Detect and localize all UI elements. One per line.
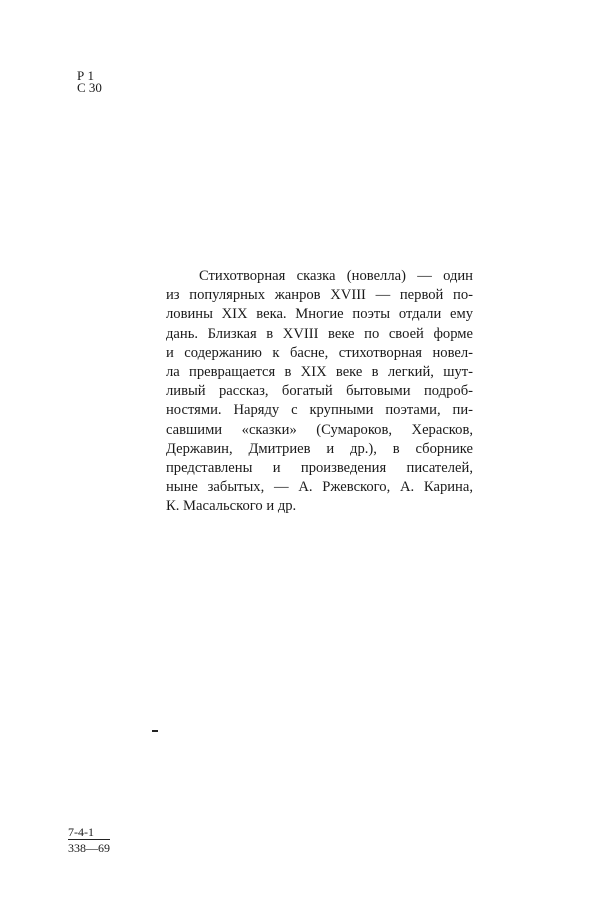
annotation-line: ныне забытых, — А. Ржевского, А. Карина, (166, 479, 473, 496)
annotation-line: из популярных жанров XVIII — первой по- (166, 287, 473, 304)
classification-code (77, 70, 102, 94)
annotation-line: ностями. Наряду с крупными поэтами, пи- (166, 402, 473, 419)
annotation-line: ловины XIX века. Многие поэты отдали ему (166, 306, 473, 323)
publisher-code-numerator: 7-4-1 (68, 826, 110, 840)
annotation-line: ла превращается в XIX веке в легкий, шут- (166, 364, 473, 381)
printer-mark (152, 730, 158, 732)
classification-line-1: Р 1 (77, 68, 94, 83)
annotation-text (166, 267, 473, 517)
annotation-line: К. Масальского и др. (166, 498, 297, 515)
publisher-code-denominator: 338—69 (68, 841, 110, 855)
classification-line-2: С 30 (77, 80, 102, 95)
annotation-line: ливый рассказ, богатый бытовыми подроб- (166, 383, 473, 400)
annotation-line: представлены и произведения писателей, (166, 460, 473, 477)
annotation-line: савшими «сказки» (Сумароков, Херасков, (166, 421, 473, 438)
annotation-line: Стихотворная сказка (новелла) — один (199, 268, 473, 284)
publisher-code (68, 826, 110, 854)
annotation-line: и содержанию к басне, стихотворная новел- (166, 344, 473, 361)
annotation-line: Державин, Дмитриев и др.), в сборнике (166, 440, 473, 457)
annotation-line: дань. Близкая в XVIII веке по своей форме (166, 325, 473, 342)
